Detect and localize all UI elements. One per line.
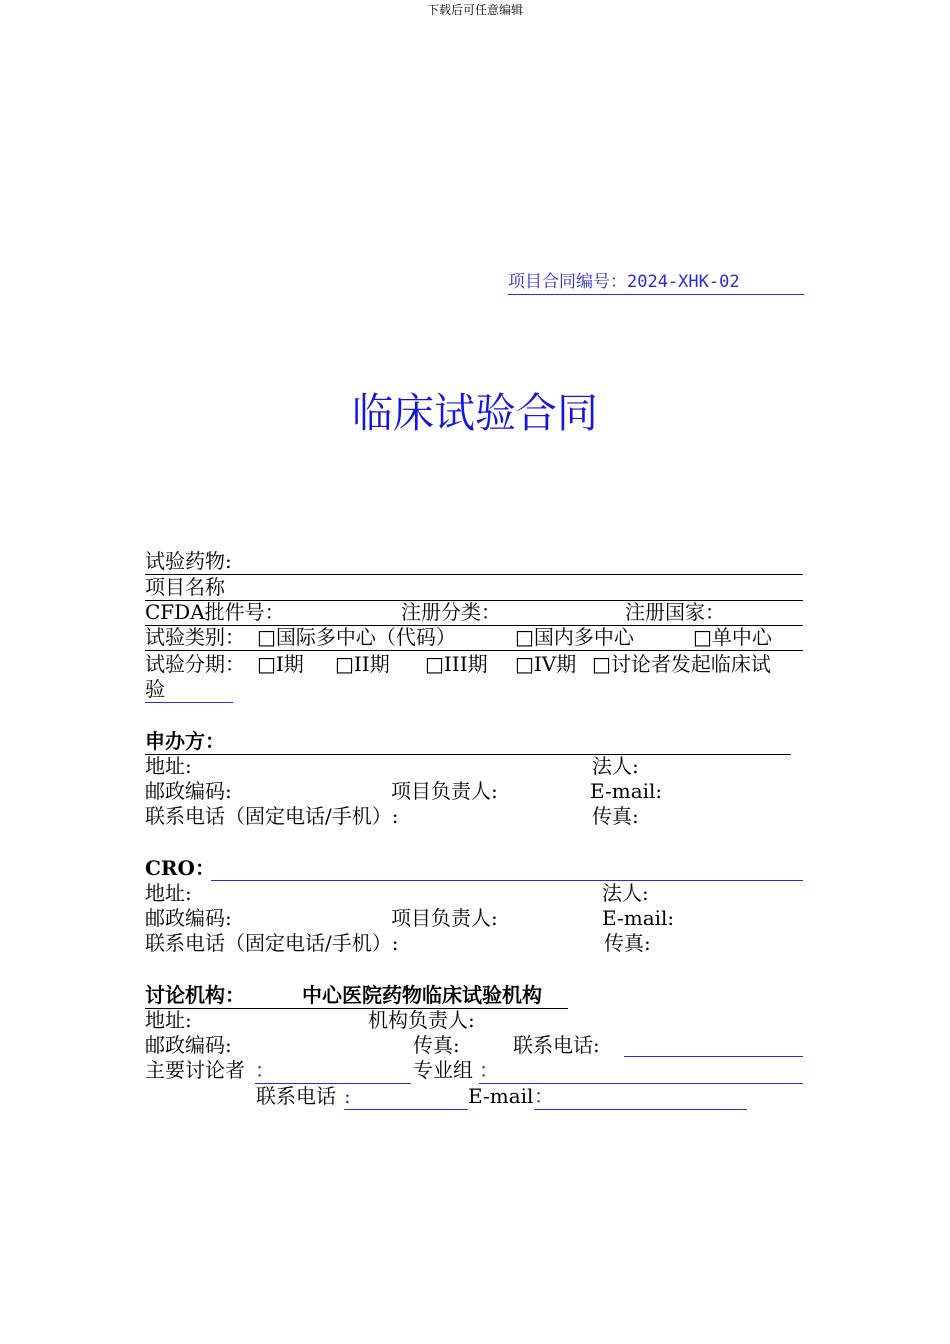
trial-drug-row bbox=[145, 549, 803, 575]
cro-postcode-label: 邮政编码: bbox=[145, 906, 232, 930]
institution-phone-line bbox=[624, 1055, 803, 1057]
contact-email-colon: ： bbox=[534, 1084, 554, 1108]
contact-phone-field[interactable] bbox=[344, 1084, 468, 1110]
option-domestic-multicenter[interactable]: □国内多中心 bbox=[515, 625, 634, 649]
specialty-label: 专业组 bbox=[413, 1058, 473, 1082]
project-name-label: 项目名称 bbox=[145, 575, 225, 599]
cfda-label: CFDA批件号： bbox=[145, 600, 285, 624]
specialty-field[interactable] bbox=[479, 1058, 803, 1084]
investigator-label: 主要讨论者 bbox=[145, 1058, 245, 1082]
trial-type-row bbox=[145, 625, 803, 651]
sponsor-phone-label: 联系电话（固定电话/手机）: bbox=[145, 804, 399, 828]
project-name-row bbox=[145, 575, 803, 601]
page-title: 临床试验合同 bbox=[352, 389, 598, 437]
header-note: 下载后可任意编辑 bbox=[426, 3, 523, 17]
option-phase-3[interactable]: □III期 bbox=[425, 652, 488, 676]
institution-fax-label: 传真: bbox=[413, 1033, 460, 1057]
sponsor-heading bbox=[145, 729, 791, 755]
institution-address-label: 地址: bbox=[145, 1008, 192, 1032]
cro-fax-label: 传真: bbox=[604, 931, 651, 955]
contract-number-value: 2024-XHK-02 bbox=[627, 272, 740, 292]
institution-name: 中心医院药物临床试验机构 bbox=[302, 983, 542, 1007]
trial-phase-label: 试验分期： bbox=[145, 652, 245, 676]
investigator-field[interactable] bbox=[255, 1058, 411, 1084]
sponsor-pm-label: 项目负责人: bbox=[391, 779, 498, 803]
institution-phone-label: 联系电话: bbox=[513, 1033, 600, 1057]
registration-country-label: 注册国家： bbox=[625, 600, 725, 624]
sponsor-fax-label: 传真: bbox=[592, 804, 639, 828]
cro-heading-label: CRO： bbox=[145, 856, 215, 880]
sponsor-legal-label: 法人: bbox=[592, 754, 639, 778]
trial-phase-row bbox=[145, 652, 803, 677]
cro-address-label: 地址: bbox=[145, 881, 192, 905]
institution-heading bbox=[145, 983, 568, 1009]
option-international-multicenter[interactable]: □国际多中心（代码） bbox=[257, 625, 456, 649]
sponsor-email-label: E-mail: bbox=[590, 779, 663, 803]
specialty-colon: ： bbox=[479, 1058, 499, 1082]
option-phase-4[interactable]: □IV期 bbox=[515, 652, 577, 676]
cro-legal-label: 法人: bbox=[602, 881, 649, 905]
trial-phase-wrap bbox=[145, 677, 233, 703]
contact-phone-label: 联系电话 bbox=[256, 1084, 336, 1108]
cro-pm-label: 项目负责人: bbox=[391, 906, 498, 930]
cro-name-line bbox=[211, 880, 803, 881]
contact-email-field[interactable] bbox=[534, 1084, 747, 1110]
cfda-row bbox=[145, 600, 803, 626]
cro-heading bbox=[145, 856, 803, 881]
sponsor-address-label: 地址: bbox=[145, 754, 192, 778]
sponsor-postcode-label: 邮政编码: bbox=[145, 779, 232, 803]
cro-phone-label: 联系电话（固定电话/手机）: bbox=[145, 931, 399, 955]
option-phase-1[interactable]: □I期 bbox=[257, 652, 304, 676]
contact-email-label: E-mail bbox=[468, 1084, 534, 1108]
investigator-colon: ： bbox=[255, 1058, 275, 1082]
sponsor-heading-label: 申办方： bbox=[145, 729, 225, 753]
option-phase-2[interactable]: □II期 bbox=[335, 652, 390, 676]
trial-phase-wrap-text: 验 bbox=[145, 677, 165, 701]
contract-number bbox=[508, 267, 804, 295]
trial-drug-label: 试验药物: bbox=[145, 549, 232, 573]
trial-type-label: 试验类别： bbox=[145, 625, 245, 649]
option-investigator-initiated[interactable]: □讨论者发起临床试 bbox=[592, 652, 771, 676]
option-single-center[interactable]: □单中心 bbox=[693, 625, 772, 649]
contact-phone-colon: : bbox=[344, 1084, 351, 1108]
registration-category-label: 注册分类： bbox=[401, 600, 501, 624]
institution-postcode-label: 邮政编码: bbox=[145, 1033, 232, 1057]
institution-head-label: 机构负责人: bbox=[368, 1008, 475, 1032]
cro-email-label: E-mail: bbox=[602, 906, 675, 930]
institution-heading-label: 讨论机构： bbox=[145, 983, 245, 1007]
contract-number-label: 项目合同编号： bbox=[508, 272, 627, 292]
